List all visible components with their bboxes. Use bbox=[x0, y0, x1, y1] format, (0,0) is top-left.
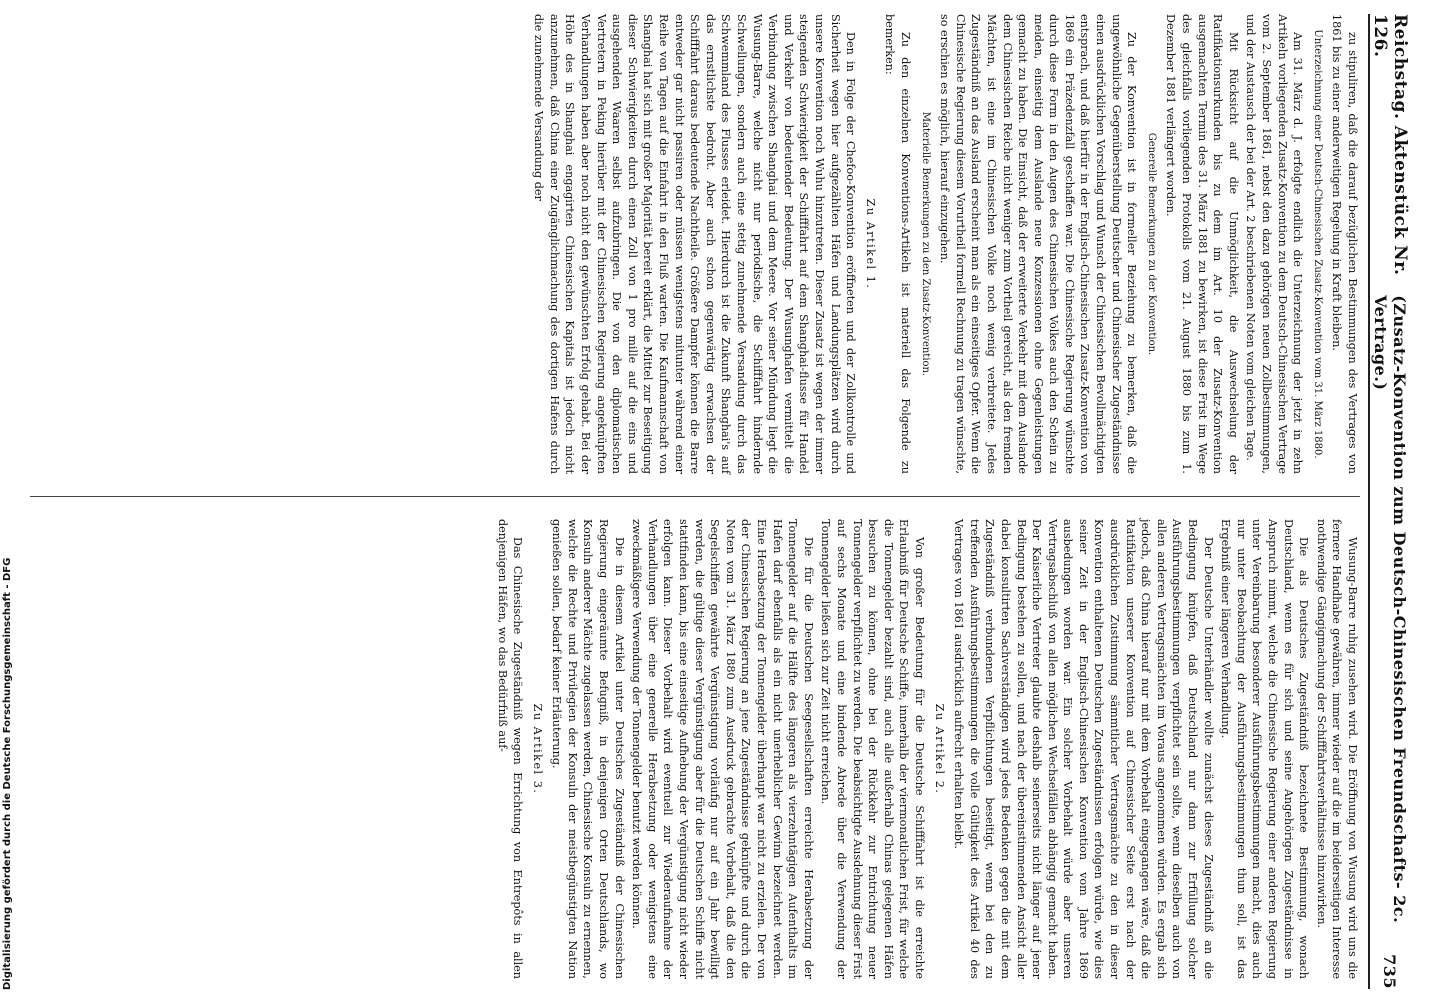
paragraph: Zu den einzelnen Konventions-Artikeln ist materiell das Folgende zu bemerken: bbox=[883, 14, 912, 474]
paragraph: Die in diesem Artikel unter Deutsches Zugeständniß der Chinesischen Regierung eingeräumte Befugniß, in denjenigen Orten Deutschlands, wo Konsuln anderer Mächte zugelassen werden, Chinesische Konsuln zu ernennen, welche die Rechte und Privilegien der Konsuln der meistbegünstigten Nation genießen sollen, bedarf keiner Erläuterung. bbox=[550, 519, 626, 979]
page-header bbox=[1370, 14, 1410, 989]
footer-credit: Digitalisierung gefördert durch die Deutsche Forschungsgemeinschaft - DFG bbox=[2, 557, 13, 990]
rotated-document bbox=[20, 14, 1410, 989]
paragraph: Wusung-Barre ruhig zusehen wird. Die Eröffnung von Wusung wird uns die fernere Handhabe gewähren, immer wieder auf die im beiderseitigen Interesse nothwendige Gängigmachung der Schifffahrtsverhältnisse hinzuwirken. bbox=[1314, 519, 1359, 979]
footer bbox=[2, 557, 16, 990]
paragraph: Die für die Deutschen Seegesellschaften erreichte Herabsetzung der Tonnengelder auf die Hälfte des längeren als vierzehntägigen Aufenthalts im Hafen darf ebenfalls als ein nicht unerheblicher Gewinn bezeichnet werden. Eine Herabsetzung der Tonnengelder überhaupt war nicht zu erzielen. Der von der Chinesischen Regierung an jene Zugeständnisse geknüpfte und durch die Noten vom 31. März 1880 zum Ausdruck gebrachte Vorbehalt, daß die den Segelschiffen gewährte Vergünstigung vorläufig nur auf ein Jahr bewilligt werden, die gültige dieser Vergünstigung aber für die Deutschen Schiffe nicht stattfinden kann, bis eine einseitige Aufhebung der Vergünstigung nicht wieder erfolgen kann. Dieser Vorbehalt wird eventuell zur Wiederaufnahme der Verhandlungen über eine generelle Herabsetzung oder wenigstens eine zweckmäßigere Verwendung der Tonnengelder benutzt werden können. bbox=[630, 519, 815, 979]
section-heading: Zu Artikel 3. bbox=[530, 703, 544, 795]
header-title: Reichstag. Aktenstück Nr. 126. bbox=[1370, 14, 1410, 276]
paragraph: Am 31. März d. J. erfolgte endlich die Unterzeichnung der jetzt in zehn Artikeln vorliegenden Zusatz-Konvention zu dem Deutsch-Chinesischen Vertrage vom 2. September 1861, nebst den dazu gehörigen neuen Zollbestimmungen, und der Austausch der bei der Art. 2 beschriebenen Noten vom gleichen Tage. bbox=[1244, 14, 1305, 474]
section-heading: Materielle Bemerkungen zu den Zusatz-Konvention. bbox=[919, 111, 931, 377]
section-heading: Generelle Bemerkungen zu der Konvention. bbox=[1145, 132, 1157, 356]
header-rule bbox=[1368, 14, 1370, 989]
header-subtitle: (Zusatz-Konvention zum Deutsch-Chinesischen Freundschafts- 2c. Vertrage.) bbox=[1371, 295, 1409, 924]
paragraph: Die als Deutsches Zugeständniß bezeichnete Bestimmung, wonach Deutschland, wenn es für sich und seine Angehörigen Zugeständnisse in Anspruch nimmt, welche die Chinesische Regierung einer anderen Regierung unter Vereinbarung besonderer Ausführungsbestimmungen macht, dies auch nur unter Beobachtung der Ausführungsbestimmungen thun soll, ist das Ergebniß einer längeren Verhandlung. bbox=[1219, 519, 1311, 979]
right-column bbox=[492, 519, 1360, 979]
column-divider bbox=[30, 496, 1360, 497]
paragraph: Das Chinesische Zugeständniß wegen Errichtung von Entrepôts in allen denjenigen Häfen, wo das Bedürfniß auf- bbox=[495, 519, 525, 979]
left-column bbox=[529, 14, 1360, 474]
section-heading: Zu Artikel 2. bbox=[932, 703, 946, 795]
page-number: 735 bbox=[1380, 954, 1400, 989]
section-heading: Zu Artikel 1. bbox=[863, 198, 877, 290]
paragraph: Der Deutsche Unterhändler wollte zunächst dieses Zugeständniß an die Bedingung knüpfen, daß Deutschland nur dann zur Erfüllung solcher Ausführungsbestimmungen verpflichtet sein sollte, wenn dieselben auch von allen anderen Vertragsmächten im Voraus angenommen würden. Es ergab sich jedoch, daß China hierauf nur mit dem Vorbehalt eingegangen wäre, daß die Ratifikation unserer Konvention auf Chinesischer Seite erst nach der ausdrücklichen Zustimmung sämmtlicher Vertragsmächte zu den in dieser Konvention enthaltenen Deutschen Zugeständnissen erfolgen würde, wie dies seiner Zeit in der Englisch-Chinesischen Konvention vom Jahre 1869 ausbedungen worden war. Ein solcher Vorbehalt würde aber unseren Vertragsabschluß von allen möglichen Wechselfällen abhängig gemacht haben. Der Kaiserliche Vertreter glaubte deshalb seinerseits nicht länger auf jener Bedingung bestehen zu sollen, und nach der übereinstimmenden Ansicht aller dabei konsultirten Sachverständigen wird jedes Bedenken gegen die mit dem Zugeständniß verbundenen Verpflichtungen beseitigt, wenn bei den zu treffenden Ausführungsbestimmungen die volle Gültigkeit des Artikel 40 des Vertrages von 1861 ausdrücklich aufrecht erhalten bleibt. bbox=[952, 519, 1215, 979]
paragraph: zu stipuliren, daß die darauf bezüglichen Bestimmungen des Vertrages von 1861 bis zu einer anderweitigen Regelung in Kraft bleiben. bbox=[1330, 14, 1359, 474]
paragraph: Den in Folge der Chefoo-Konvention eröffneten und der Zollkontrolle und Sicherheit wegen hier aufgezählten Häfen und Landungsplätzen wird durch unsere Konvention noch Wuhu hinzutreten. Dieser Zusatz ist wegen der immer steigenden Schwierigkeit der Schifffahrt auf dem Shanghai-flusse für Handel und Verkehr von bedeutender Bedeutung. Der Wusunghafen vermittelt die Verbindung zwischen Shanghai und dem Meere. Vor seiner Mündung liegt die Wusung-Barre, welche nicht nur periodische, die Schifffahrt hindernde Schwellungen, sondern auch eine stetig zunehmende Versandung durch das Schwemmland des Flusses erleidet. Hierdurch ist die Zukunft Shanghai's auf das ernstlichste bedroht. Aber auch schon gegenwärtig erwachsen der Schifffahrt daraus bedeutende Nachtheile. Größere Dampfer können die Barre entweder gar nicht passiren oder müssen wenigstens mitunter während einer Reihe von Tagen auf die Einfahrt in den Fluß warten. Die Kaufmannschaft von Shanghai hat sich mit großer Majorität bereit erklärt, die Mittel zur Beseitigung dieser Schwierigkeiten durch einen Zoll von 1 pro mille auf die eins und ausgehenden Waaren selbst aufzubringen. Die von den diplomatischen Vertretern in Peking hierüber mit der Chinesischen Regierung angeknüpften Verhandlungen haben aber noch nicht den gewünschten Erfolg gehabt. Bei der Höhe des in Shanghai engagirten Chinesischen Kapitals ist jedoch nicht anzunehmen, daß China einer Zugänglichmachung des dortigen Hafens durch die zunehmende Versandung der bbox=[532, 14, 858, 474]
section-heading: Unterzeichnung einer Deutsch-Chinesischen Zusatz-Konvention vom 31. März 1880. bbox=[1311, 29, 1323, 459]
page bbox=[20, 14, 1410, 989]
paragraph: Von großer Bedeutung für die Deutsche Schifffahrt ist die erreichte Erlaubniß für Deutsche Schiffe, innerhalb der viermonatlichen Frist, für welche die Tonnengelder bezahlt sind, auch alle außerhalb Chinas gelegenen Häfen besuchen zu können, ohne bei der Rückkehr zur Entrichtung neuer Tonnengelder verpflichtet zu werden. Die beabsichtigte Ausdehnung dieser Frist auf sechs Monate und eine bindende Abrede über die Verwendung der Tonnengelder ließen sich zur Zeit nicht erreichen. bbox=[819, 519, 926, 979]
paragraph: Zu der Konvention ist in formeller Beziehung zu bemerken, daß die ungewöhnliche Gegenüberstellung Deutscher und Chinesischer Zugeständnisse einen ausdrücklichen Vorschlag und Wunsch der Chinesischen Bevollmächtigten entsprach, und daß hierfür in der Englisch-Chinesischen Zusatz-Konvention von 1869 ein Präzedenzfall geschaffen war. Die Chinesische Regierung wünschte durch diese Form in den Augen des Chinesischen Volkes auch den Schein zu meiden, einseitig dem Auslande neue Konzessionen ohne Gegenleistungen gemacht zu haben. Die Einsicht, daß der erweiterte Verkehr mit dem Auslande dem Chinesischen Reiche nicht weniger zum Vortheil gereicht, als den fremden Mächten, ist eine im Chinesischen Volke noch wenig verbreitete. Jedes Zugeständniß an das Ausland erscheint man als ein einseitiges Opfer. Wenn die Chinesische Regierung diesem Vorurtheil formell Rechnung zu tragen wünschte, so erschien es möglich, hierauf einzugehen. bbox=[938, 14, 1139, 474]
paragraph: Mit Rücksicht auf die Unmöglichkeit, die Auswechselung der Ratifikationsurkunden bis zu dem im Art. 10 der Zusatz-Konvention ausgemachten Termin des 31. März 1881 zu bewirken, ist diese Frist im Wege des gleichfalls vorliegenden Protokolls vom 21. August 1880 bis zum 1. Dezember 1881 verlängert worden. bbox=[1164, 14, 1240, 474]
